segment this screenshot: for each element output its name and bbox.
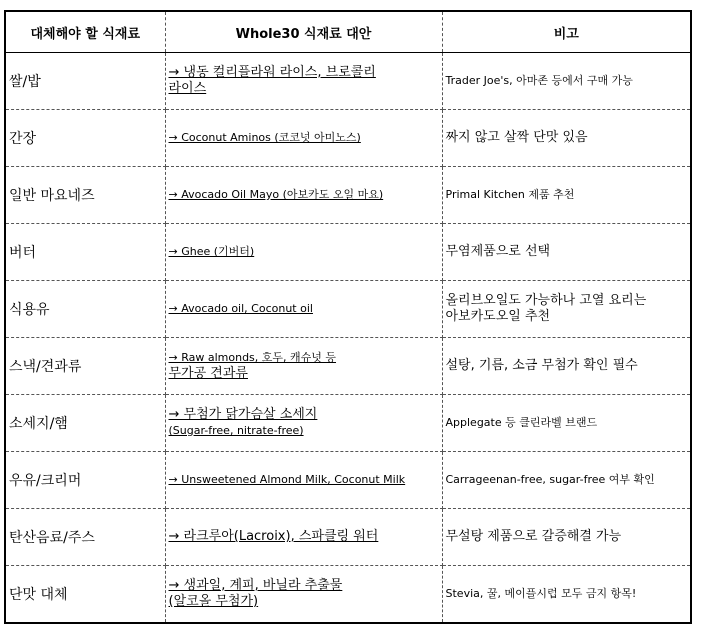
alternative-line: 라이스 [168,81,207,96]
table-row [5,509,691,566]
note-line: Trader Joe's, 아마존 등에서 구매 가능 [445,74,633,87]
item-cell[interactable]: 쌀/밥 [5,53,165,110]
alternative-cell[interactable] [165,452,442,509]
header-note[interactable]: 비고 [442,11,691,53]
note-line: 무설탕 제품으로 갈증해결 가능 [445,529,622,544]
table-row [5,566,691,624]
note-line: 설탕, 기름, 소금 무첨가 확인 필수 [445,358,638,373]
table-row [5,167,691,224]
note-cell[interactable] [442,509,691,566]
alternative-line: → 냉동 컬리플라워 라이스, 브로콜리 [168,65,376,80]
note-cell[interactable] [442,566,691,624]
note-line: Primal Kitchen 제품 추천 [445,188,575,201]
note-line: 무염제품으로 선택 [445,244,551,259]
note-cell[interactable] [442,224,691,281]
note-line: 짜지 않고 살짝 단맛 있음 [445,130,588,145]
alternative-line: → 생과일, 계피, 바닐라 추출물 [168,578,343,593]
item-cell[interactable]: 우유/크리머 [5,452,165,509]
table-row [5,224,691,281]
table-row [5,395,691,452]
alternative-cell[interactable] [165,509,442,566]
alternative-cell[interactable] [165,110,442,167]
note-line: 아보카도오일 추천 [445,309,551,324]
header-alternative[interactable]: Whole30 식재료 대안 [165,11,442,53]
item-cell[interactable]: 일반 마요네즈 [5,167,165,224]
alternative-line: → Avocado oil, Coconut oil [168,302,313,315]
alternative-line: → Unsweetened Almond Milk, Coconut Milk [168,473,406,486]
table-row [5,53,691,110]
alternative-line: (Sugar-free, nitrate-free) [168,424,304,437]
alternative-cell[interactable] [165,566,442,624]
item-cell[interactable]: 소세지/햄 [5,395,165,452]
alternative-cell[interactable] [165,281,442,338]
alternative-cell[interactable] [165,167,442,224]
alternative-line: (알코올 무첨가) [168,594,259,609]
header-row [5,11,691,53]
note-cell[interactable] [442,452,691,509]
item-cell[interactable]: 버터 [5,224,165,281]
alternative-line: → Ghee (기버터) [168,245,255,258]
item-cell[interactable]: 간장 [5,110,165,167]
header-item[interactable]: 대체해야 할 식재료 [5,11,165,53]
alternative-line: → 라크루아(Lacroix), 스파클링 워터 [168,529,379,544]
note-line: 올리브오일도 가능하나 고열 요리는 [445,293,647,308]
note-line: Stevia, 꿀, 메이플시럽 모두 금지 항목! [445,587,637,600]
table-row [5,338,691,395]
alternative-line: → Coconut Aminos (코코넛 아미노스) [168,131,361,144]
note-cell[interactable] [442,53,691,110]
alternative-cell[interactable] [165,53,442,110]
alternative-line: → Avocado Oil Mayo (아보카도 오일 마요) [168,188,384,201]
note-cell[interactable] [442,338,691,395]
note-line: Carrageenan-free, sugar-free 여부 확인 [445,473,655,486]
item-cell[interactable]: 스낵/견과류 [5,338,165,395]
table-row [5,110,691,167]
alternative-line: → Raw almonds, 호두, 캐슈넛 등 [168,351,337,364]
note-cell[interactable] [442,281,691,338]
note-line: Applegate 등 클린라벨 브랜드 [445,416,598,429]
item-cell[interactable]: 식용유 [5,281,165,338]
alternative-cell[interactable] [165,224,442,281]
alternative-line: → 무첨가 닭가슴살 소세지 [168,407,318,422]
alternative-cell[interactable] [165,338,442,395]
item-cell[interactable]: 탄산음료/주스 [5,509,165,566]
note-cell[interactable] [442,110,691,167]
alternative-cell[interactable] [165,395,442,452]
note-cell[interactable] [442,395,691,452]
table-row [5,452,691,509]
item-cell[interactable]: 단맛 대체 [5,566,165,624]
table-row [5,281,691,338]
alternative-line: 무가공 견과류 [168,366,248,381]
note-cell[interactable] [442,167,691,224]
substitution-table [4,10,692,624]
